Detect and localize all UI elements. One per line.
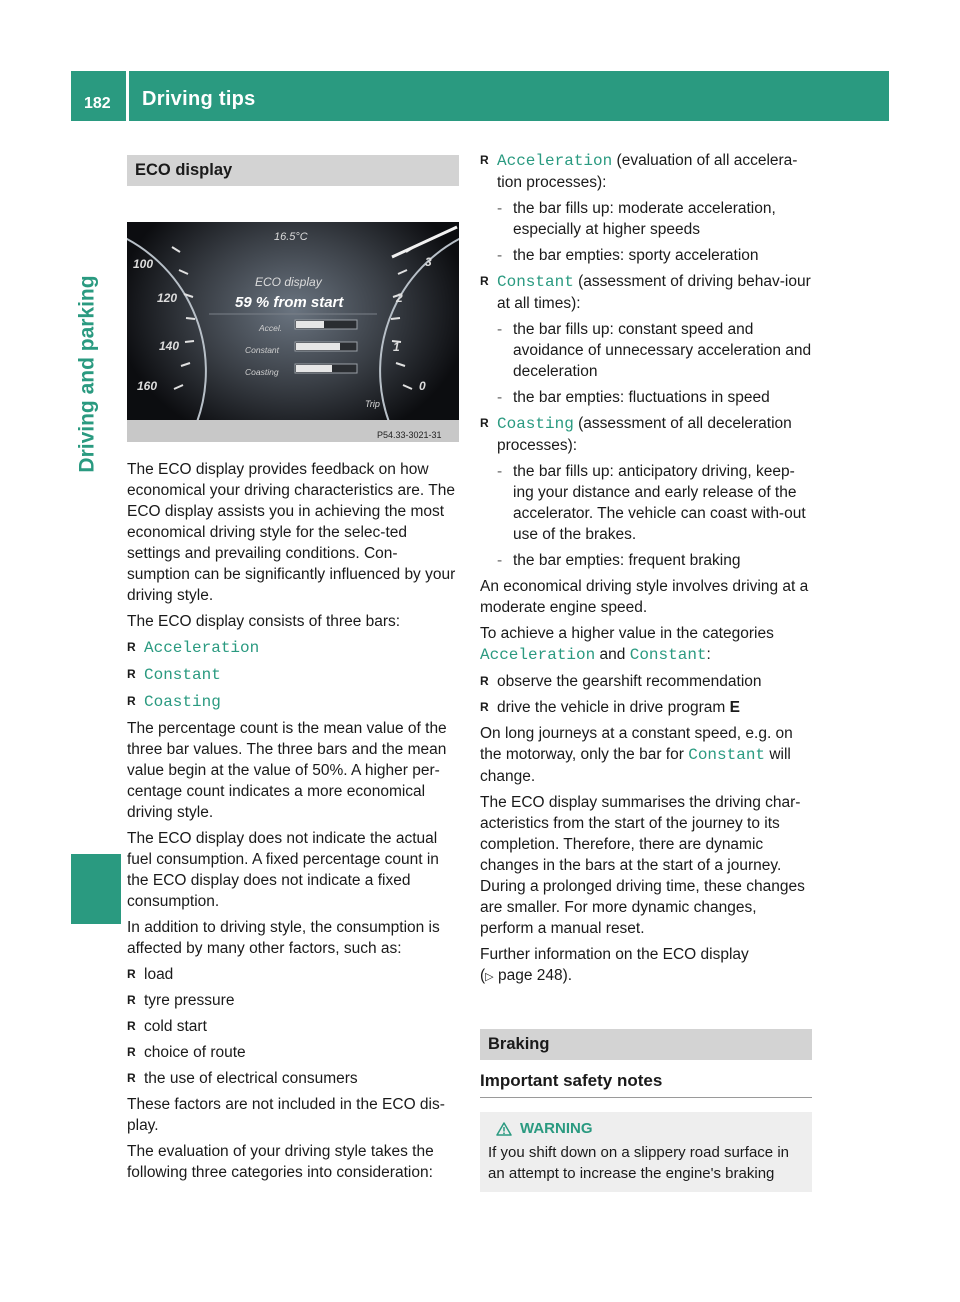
acceleration-keyword: Acceleration	[144, 639, 260, 657]
accel-bar-fill	[296, 321, 324, 328]
outside-temperature: 16.5°C	[274, 231, 308, 243]
left-column	[127, 150, 459, 1188]
constant-bar-label: Constant	[245, 345, 280, 355]
motorway-paragraph	[480, 723, 812, 787]
side-tab-label: Driving and parking	[75, 275, 99, 473]
warning-text: If you shift down on a slippery road surface in an attempt to increase the engine's braking	[488, 1144, 789, 1182]
constant-keyword: Constant	[629, 646, 707, 664]
category-description: (assessment of all deceleration processes):	[497, 415, 792, 454]
achieve-item	[480, 697, 812, 718]
category-coasting	[480, 413, 812, 456]
category-description: (evaluation of all accelera-tion processes):	[497, 152, 798, 191]
eco-percentage: 59 % from start	[235, 294, 344, 311]
fuel-paragraph: The ECO display does not indicate the actual fuel consumption. A fixed percentage count in the ECO display does not indicate a fixed consumption.	[127, 830, 439, 910]
bar-list-item	[127, 637, 459, 659]
factor-item: R the use of electrical consumers	[127, 1068, 459, 1089]
constant-keyword: Constant	[144, 666, 221, 684]
rpm-tick-1: 1	[393, 340, 400, 354]
category-point: - the bar fills up: anticipatory driving, keep-ing your distance and early release of the accelerator. The vehicle can coast with-out use of the brakes.	[480, 461, 812, 545]
category-point: - the bar fills up: constant speed and avoidance of unnecessary acceleration and deceleration	[480, 319, 812, 382]
achieve-and: and	[599, 646, 626, 663]
header-divider	[126, 71, 129, 121]
right-gauge-ticks	[391, 247, 414, 389]
right-column	[480, 150, 812, 1192]
drive-program-letter: E	[729, 699, 740, 716]
achieve-colon: :	[706, 646, 711, 663]
warning-title: WARNING	[520, 1120, 593, 1137]
acceleration-keyword: Acceleration	[480, 646, 596, 664]
constant-keyword: Constant	[688, 746, 766, 764]
category-point: - the bar empties: sporty acceleration	[480, 245, 812, 266]
eco-display-figure	[127, 222, 459, 442]
consists-paragraph: The ECO display consists of three bars:	[127, 613, 401, 630]
warning-triangle-icon	[496, 1122, 512, 1136]
accel-bar-label: Accel.	[259, 323, 283, 333]
coasting-keyword: Coasting	[144, 693, 221, 711]
constant-bar-fill	[296, 343, 340, 350]
rpm-tick-0: 0	[419, 379, 426, 393]
factors-note: These factors are not included in the ECO dis-play.	[127, 1096, 445, 1134]
evaluation-paragraph: The evaluation of your driving style takes the following three categories into consideration:	[127, 1143, 434, 1181]
achieve-prefix: To achieve a higher value in the categories	[480, 625, 774, 642]
category-name: Acceleration	[497, 152, 613, 170]
economical-paragraph: An economical driving style involves driving at a moderate engine speed.	[480, 578, 809, 616]
left-gauge-ticks	[172, 247, 195, 389]
further-info-text: Further information on the ECO display	[480, 946, 749, 963]
factor-item: R load	[127, 964, 459, 985]
category-acceleration	[480, 150, 812, 193]
category-constant	[480, 271, 812, 314]
speed-tick-120: 120	[157, 291, 178, 305]
achieve-paragraph	[480, 623, 812, 666]
motorway-suffix: will change.	[480, 746, 791, 785]
figure-code: P54.33-3021-31	[377, 430, 442, 440]
page-title: Driving tips	[142, 88, 256, 110]
page-ref-arrow-icon: ▷	[485, 971, 494, 983]
warning-header	[488, 1118, 804, 1139]
eco-display-screen-title: ECO display	[255, 275, 322, 289]
intro-paragraph: The ECO display provides feedback on how economical your driving characteristics are. The ECO display assists you in achieving the most economical driving style for the selec-ted settings and prevailing conditions. Con-sumption can be significantly influenced by your driving style.	[127, 461, 456, 604]
coasting-bar-label: Coasting	[245, 367, 279, 377]
rpm-tick-2: 2	[396, 291, 403, 305]
factor-item: R cold start	[127, 1016, 459, 1037]
category-point: - the bar empties: fluctuations in speed	[480, 387, 812, 408]
speed-tick-140: 140	[159, 339, 180, 353]
braking-heading: Braking	[480, 1029, 812, 1060]
page-number: 182	[84, 95, 111, 112]
factor-item: R tyre pressure	[127, 990, 459, 1011]
bar-list-item	[127, 664, 459, 686]
achieve-item-text: drive the vehicle in drive program	[497, 699, 726, 716]
category-point: - the bar empties: frequent braking	[480, 550, 812, 571]
achieve-item: R observe the gearshift recommendation	[480, 671, 812, 692]
summary-paragraph: The ECO display summarises the driving char-acteristics from the start of the journey to its completion. Therefore, there are dynamic changes in the bars at the start of a journey. During a prolonged driving time, these changes are smaller. For more dynamic changes, perform a manual reset.	[480, 794, 805, 937]
further-info-paragraph	[480, 944, 812, 988]
trip-label: Trip	[365, 399, 380, 409]
factor-item: R choice of route	[127, 1042, 459, 1063]
bar-list-item	[127, 691, 459, 713]
safety-notes-heading: Important safety notes	[480, 1060, 812, 1098]
instrument-cluster-drawing	[127, 222, 459, 442]
page-ref-open: (	[480, 967, 486, 984]
side-tab-block	[71, 854, 121, 924]
category-name: Constant	[497, 273, 574, 291]
category-point: - the bar fills up: moderate acceleration, especially at higher speeds	[480, 198, 812, 240]
factors-intro: In addition to driving style, the consumption is affected by many other factors, such as:	[127, 919, 440, 957]
speed-tick-160: 160	[137, 379, 158, 393]
warning-box	[480, 1112, 812, 1192]
eco-display-heading: ECO display	[127, 155, 459, 186]
rpm-tick-3: 3	[425, 255, 432, 269]
category-name: Coasting	[497, 415, 574, 433]
coasting-bar-fill	[296, 365, 332, 372]
percentage-paragraph: The percentage count is the mean value of the three bar values. The three bars and the mean value begin at the value of 50%. A higher per-centage count indicates a more economical driving style.	[127, 720, 447, 821]
motorway-prefix: On long journeys at a constant speed, e.g. on the motorway, only the bar for	[480, 725, 793, 763]
category-description: (assessment of driving behav-iour at all times):	[497, 273, 811, 312]
spacer	[480, 993, 812, 1029]
page-reference-link[interactable]: page 248).	[497, 967, 573, 984]
speed-tick-100: 100	[133, 257, 154, 271]
